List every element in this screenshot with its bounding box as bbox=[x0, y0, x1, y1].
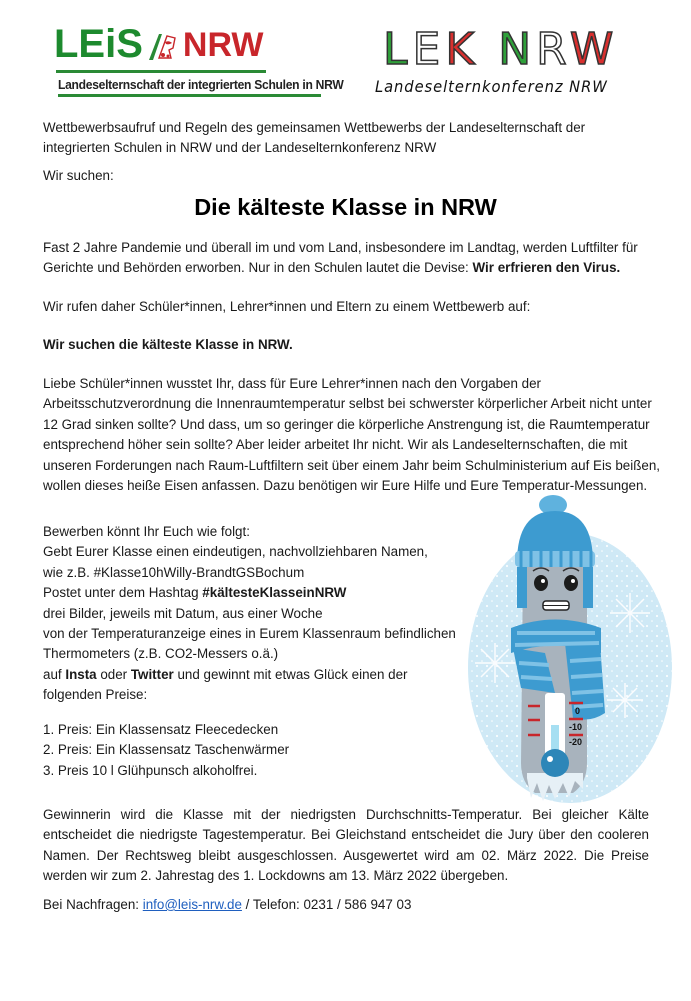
contact-line bbox=[43, 895, 411, 915]
apply-line: wie z.B. #Klasse10hWilly-BrandtGSBochum bbox=[43, 564, 305, 580]
lek-letter: K bbox=[445, 24, 480, 75]
apply-text: und gewinnt mit etwas Glück einen der bbox=[173, 666, 408, 682]
paragraph-text: Fast 2 Jahre Pandemie und überall im und vom Land, insbesondere im Landtag, werden Luftfilter für Gerichte und Behörden erworben. Nur in den Schulen lautet die Devise: bbox=[43, 240, 638, 276]
apply-line: drei Bilder, jeweils mit Datum, aus einer Woche bbox=[43, 605, 323, 621]
prize-item: 2. Preis: Ein Klassensatz Taschenwärmer bbox=[43, 742, 290, 758]
scale-label: 0 bbox=[575, 706, 581, 716]
paragraph-call: Wir rufen daher Schüler*innen, Lehrer*innen und Eltern zu einem Wettbewerb auf: bbox=[43, 299, 531, 314]
lek-logo-subtitle: Landeselternkonferenz NRW bbox=[375, 77, 608, 96]
platform-twitter: Twitter bbox=[130, 666, 174, 682]
hat-earflap bbox=[583, 567, 593, 608]
prize-list bbox=[43, 720, 443, 781]
lek-letter: W bbox=[569, 24, 619, 75]
prize-item: 3. Preis 10 l Glühpunsch alkoholfrei. bbox=[43, 762, 258, 778]
paragraph-pandemic bbox=[43, 238, 655, 279]
prize-item: 1. Preis: Ein Klassensatz Fleecedecken bbox=[43, 722, 279, 737]
eye bbox=[564, 575, 578, 591]
rules-paragraph: Gewinnerin wird die Klasse mit der niedrigsten Durchschnitts-Temperatur. Bei gleicher Kälte entscheidet die niedrigste Tagestemperatur. Bei Gleichstand entscheidet die Jury über den cooleren Namen. Der Rechtsweg bleibt ausgeschlossen. Ausgewertet wird am 02. März 2022. Die Preise werden wir zum 2. Jahrestag des 1. Lockdowns am 13. März 2022 übergeben. bbox=[43, 807, 649, 884]
nrw-emblem-icon bbox=[147, 30, 177, 62]
paragraph-emphasis: Wir erfrieren den Virus. bbox=[472, 260, 621, 276]
application-instructions bbox=[43, 522, 473, 706]
leis-logo-subtitle: Landeselternschaft der integrierten Schulen in NRW bbox=[58, 77, 344, 92]
lek-nrw-logo bbox=[375, 25, 635, 105]
thermometer-bulb bbox=[541, 749, 569, 777]
apply-line: von der Temperaturanzeige eines in Eurem Klassenraum befindlichen bbox=[43, 626, 456, 642]
lek-logo-wordmark bbox=[383, 24, 619, 75]
scale-label: -20 bbox=[569, 737, 583, 747]
apply-text: Postet unter dem Hashtag bbox=[43, 585, 203, 601]
leis-logo-nrw: NRW bbox=[182, 26, 264, 64]
apply-line: Gebt Eurer Klasse einen eindeutigen, nachvollziehbaren Namen, bbox=[43, 544, 428, 560]
lek-letter: L bbox=[383, 24, 413, 75]
freezing-thermometer-illustration bbox=[455, 493, 675, 803]
paragraph-explanation: Liebe Schüler*innen wusstet Ihr, dass für Eure Lehrer*innen nach den Vorgaben der Arbeitsschutzverordnung die Innenraumtemperatur selbst bei schwerster körperlicher Arbeit nicht unter 12 Grad sinken sollte? Und dass, um so geringer die körperliche Anstrengung ist, die Raumtemperatur entsprechend höher sein sollte? Aber leider arbeitet Ihr nicht. Wir als Landeselternschaften, die mit unseren Forderungen nach Raum-Luftfiltern seit über einem Jahr beim Schulministerium auf Eis beißen, wollen dieses heiße Eisen anfassen. Dazu benötigen wir Eure Hilfe und Eure Temperatur-Messungen. bbox=[43, 376, 661, 494]
contact-phone: / Telefon: 0231 / 586 947 03 bbox=[241, 897, 412, 912]
apply-line: folgenden Preise: bbox=[43, 687, 148, 703]
leis-logo-word: LEiS bbox=[54, 22, 143, 66]
leis-nrw-logo bbox=[52, 22, 344, 102]
intro-paragraph: Wettbewerbsaufruf und Regeln des gemeinsamen Wettbewerbs der Landeselternschaft der integrierten Schulen in NRW und der Landeselternkonferenz NRW bbox=[43, 120, 586, 156]
paragraph-search-bold: Wir suchen die kälteste Klasse in NRW. bbox=[43, 337, 293, 352]
page-title: Die kälteste Klasse in NRW bbox=[194, 194, 497, 220]
snowflake-icon bbox=[610, 593, 650, 633]
snowflake-icon bbox=[475, 643, 515, 683]
apply-line bbox=[43, 583, 473, 603]
apply-text: oder bbox=[96, 666, 131, 682]
apply-line bbox=[43, 665, 473, 685]
apply-line: Thermometers (z.B. CO2-Messers o.ä.) bbox=[43, 646, 279, 662]
lek-letter: N bbox=[498, 24, 537, 75]
hashtag: #kältesteKlasseinNRW bbox=[202, 585, 347, 601]
logo-underline bbox=[56, 70, 266, 73]
leis-logo-wordmark bbox=[54, 22, 264, 64]
wir-suchen-label: Wir suchen: bbox=[43, 168, 114, 183]
apply-line: Bewerben könnt Ihr Euch wie folgt: bbox=[43, 524, 250, 539]
hat-earflap bbox=[517, 567, 527, 608]
eye bbox=[534, 575, 548, 591]
email-link[interactable]: info@leis-nrw.de bbox=[142, 897, 242, 912]
contact-prefix: Bei Nachfragen: bbox=[43, 897, 143, 912]
lek-letter: E bbox=[412, 24, 446, 75]
apply-text: auf bbox=[43, 666, 66, 682]
scale-label: -10 bbox=[569, 722, 583, 732]
hat-brim bbox=[515, 551, 595, 567]
logo-underline bbox=[58, 94, 321, 97]
platform-insta: Insta bbox=[65, 666, 97, 682]
lek-letter: R bbox=[536, 24, 570, 75]
